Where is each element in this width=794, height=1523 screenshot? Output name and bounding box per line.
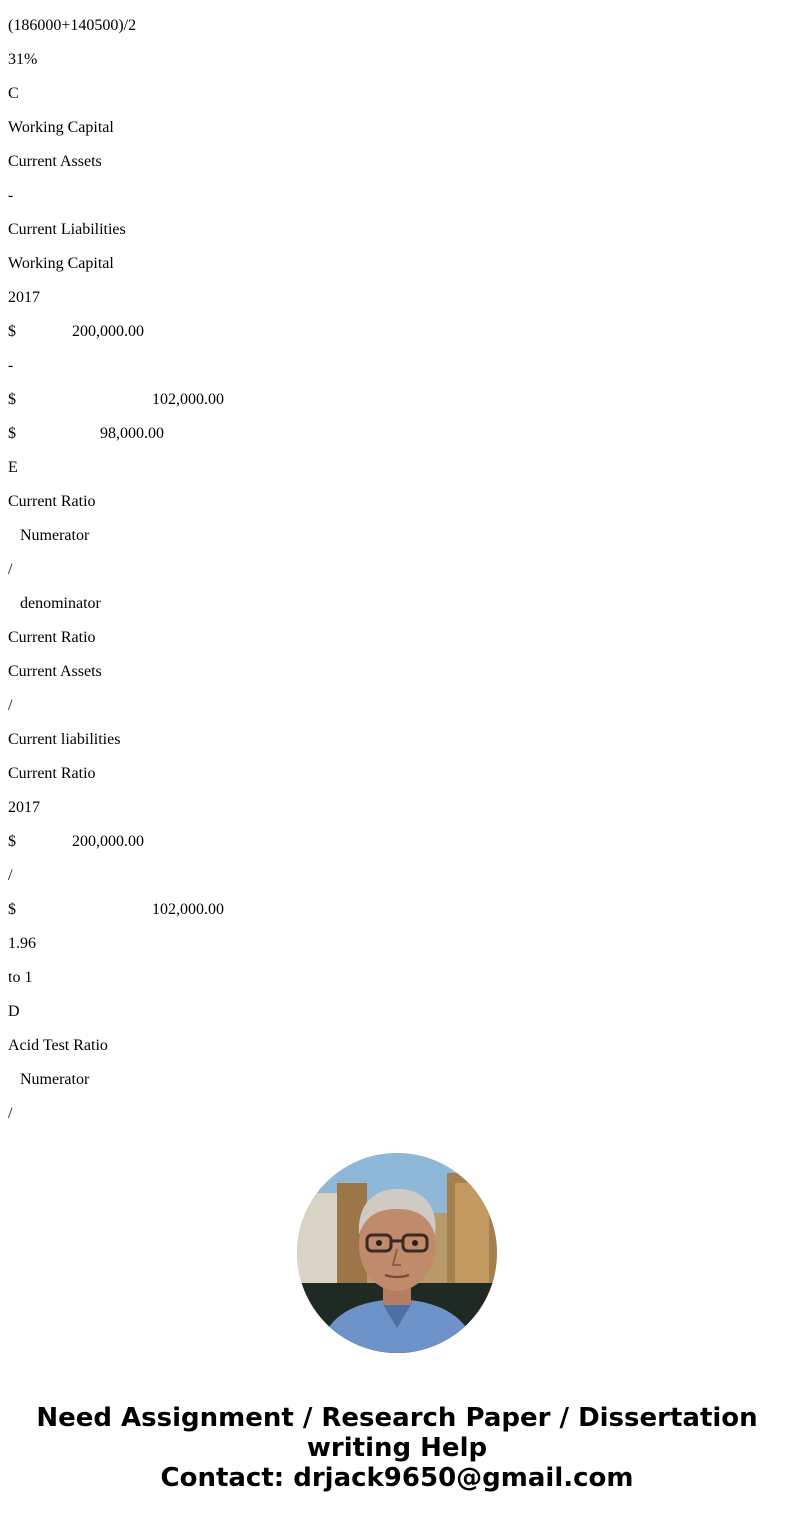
text-line: Numerator xyxy=(20,527,90,544)
money-row xyxy=(8,323,788,341)
text-line: 31% xyxy=(8,51,38,68)
amount-value: 102,000.00 xyxy=(152,901,224,918)
text-line: denominator xyxy=(20,595,101,612)
text-line: Current Ratio xyxy=(8,493,96,510)
text-line: Current Ratio xyxy=(8,765,96,782)
year-label: 2017 xyxy=(8,799,40,816)
text-line: Current Assets xyxy=(8,663,102,680)
text-line: Current Assets xyxy=(8,153,102,170)
text-line: / xyxy=(8,561,13,578)
text-line: Current Ratio xyxy=(8,629,96,646)
contact-email[interactable]: Contact: drjack9650@gmail.com xyxy=(160,1463,634,1493)
text-line: / xyxy=(8,1105,13,1122)
contact-banner xyxy=(0,1403,794,1493)
document-body xyxy=(8,17,788,1139)
amount-value: 102,000.00 xyxy=(152,391,224,408)
amount-value: 200,000.00 xyxy=(72,833,144,850)
amount-value: 200,000.00 xyxy=(72,323,144,340)
text-line: Numerator xyxy=(20,1071,90,1088)
text-line: Current Liabilities xyxy=(8,221,126,238)
section-letter: C xyxy=(8,85,19,102)
money-row xyxy=(8,391,788,409)
text-line: to 1 xyxy=(8,969,33,986)
text-line: - xyxy=(8,357,14,374)
author-avatar xyxy=(297,1153,497,1353)
currency-symbol: $ xyxy=(8,391,16,408)
text-line: Working Capital xyxy=(8,119,114,136)
banner-headline: Need Assignment / Research Paper / Dissertation xyxy=(36,1403,758,1433)
money-row xyxy=(8,901,788,919)
section-letter: E xyxy=(8,459,18,476)
year-label: 2017 xyxy=(8,289,40,306)
text-line: / xyxy=(8,697,13,714)
banner-subheadline: writing Help xyxy=(306,1433,488,1463)
money-row xyxy=(8,833,788,851)
currency-symbol: $ xyxy=(8,901,16,918)
currency-symbol: $ xyxy=(8,323,16,340)
section-letter: D xyxy=(8,1003,20,1020)
text-line: / xyxy=(8,867,13,884)
text-line: Acid Test Ratio xyxy=(8,1037,108,1054)
text-line: Working Capital xyxy=(8,255,114,272)
money-row xyxy=(8,425,788,443)
text-line: (186000+140500)/2 xyxy=(8,17,137,34)
avatar-portrait-image xyxy=(297,1153,497,1353)
currency-symbol: $ xyxy=(8,833,16,850)
amount-value: 98,000.00 xyxy=(100,425,164,442)
text-line: 1.96 xyxy=(8,935,36,952)
text-line: - xyxy=(8,187,14,204)
currency-symbol: $ xyxy=(8,425,16,442)
text-line: Current liabilities xyxy=(8,731,121,748)
